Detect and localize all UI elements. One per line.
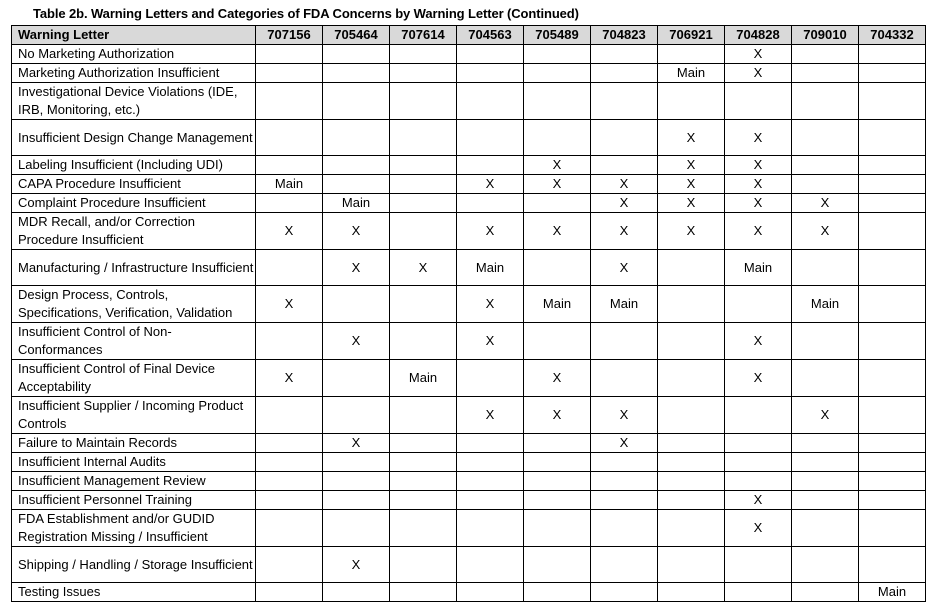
table-row [12,323,926,360]
cell-704563 [457,583,524,602]
cell-705489 [524,510,591,547]
cell-707614 [390,472,457,491]
cell-704823 [591,583,658,602]
column-header-706921: 706921 [658,26,725,45]
table-row [12,45,926,64]
row-category: Investigational Device Violations (IDE, IRB, Monitoring, etc.) [12,83,256,120]
cell-709010 [792,250,859,286]
warning-letter-table [11,25,926,602]
cell-705489 [524,583,591,602]
cell-705489 [524,250,591,286]
cell-705489 [524,547,591,583]
cell-705464 [323,175,390,194]
cell-704828 [725,286,792,323]
cell-707614: X [390,250,457,286]
cell-704823 [591,45,658,64]
row-category: Testing Issues [12,583,256,602]
cell-704828: X [725,360,792,397]
table-caption: Table 2b. Warning Letters and Categories of FDA Concerns by Warning Letter (Continued) [33,6,579,21]
cell-705464: X [323,547,390,583]
row-category: Complaint Procedure Insufficient [12,194,256,213]
cell-704563 [457,83,524,120]
cell-706921: X [658,120,725,156]
cell-704563 [457,45,524,64]
cell-704828: X [725,45,792,64]
cell-707156 [256,397,323,434]
cell-707156: X [256,213,323,250]
cell-707156 [256,583,323,602]
cell-704828 [725,397,792,434]
cell-704332 [859,360,926,397]
cell-705489 [524,472,591,491]
cell-705464 [323,156,390,175]
cell-707614 [390,120,457,156]
cell-706921 [658,250,725,286]
cell-705464: Main [323,194,390,213]
cell-706921 [658,491,725,510]
cell-707614 [390,397,457,434]
cell-704332 [859,250,926,286]
cell-704828: X [725,213,792,250]
cell-704828: X [725,491,792,510]
cell-704828 [725,83,792,120]
cell-706921 [658,323,725,360]
cell-704563 [457,194,524,213]
row-category: Insufficient Management Review [12,472,256,491]
cell-707614 [390,213,457,250]
cell-704823 [591,156,658,175]
cell-704828: X [725,64,792,83]
row-category: Insufficient Supplier / Incoming Product Controls [12,397,256,434]
cell-704332 [859,156,926,175]
cell-705464: X [323,213,390,250]
cell-705464 [323,120,390,156]
cell-706921 [658,472,725,491]
row-category: Design Process, Controls, Specifications, Verification, Validation [12,286,256,323]
cell-709010 [792,583,859,602]
table-row [12,250,926,286]
row-category: Insufficient Control of Non-Conformances [12,323,256,360]
cell-704823 [591,491,658,510]
row-category: Manufacturing / Infrastructure Insufficient [12,250,256,286]
column-header-709010: 709010 [792,26,859,45]
cell-705464 [323,397,390,434]
cell-705464 [323,472,390,491]
cell-704332 [859,434,926,453]
cell-709010 [792,510,859,547]
cell-704332 [859,510,926,547]
cell-706921: X [658,213,725,250]
cell-706921 [658,547,725,583]
cell-707156: Main [256,175,323,194]
row-category: Insufficient Design Change Management [12,120,256,156]
row-category: FDA Establishment and/or GUDID Registration Missing / Insufficient [12,510,256,547]
cell-705489: X [524,360,591,397]
cell-705464: X [323,434,390,453]
cell-704332 [859,323,926,360]
cell-704563 [457,434,524,453]
cell-704828: X [725,510,792,547]
table-row [12,472,926,491]
cell-705489 [524,45,591,64]
cell-705464 [323,491,390,510]
cell-707614 [390,453,457,472]
cell-704332 [859,120,926,156]
cell-709010 [792,175,859,194]
cell-709010 [792,45,859,64]
cell-704563 [457,156,524,175]
cell-706921 [658,286,725,323]
cell-705464: X [323,250,390,286]
cell-704823: Main [591,286,658,323]
cell-705489 [524,64,591,83]
cell-706921 [658,360,725,397]
cell-705489 [524,453,591,472]
table-row [12,83,926,120]
cell-704332 [859,83,926,120]
row-category: Shipping / Handling / Storage Insufficient [12,547,256,583]
cell-704823 [591,510,658,547]
cell-705464 [323,360,390,397]
cell-707614 [390,510,457,547]
cell-704828 [725,583,792,602]
row-category: MDR Recall, and/or Correction Procedure Insufficient [12,213,256,250]
cell-705464: X [323,323,390,360]
cell-707156: X [256,286,323,323]
cell-707614 [390,64,457,83]
column-header-705489: 705489 [524,26,591,45]
cell-707156 [256,194,323,213]
cell-709010: X [792,213,859,250]
cell-705464 [323,583,390,602]
cell-704563: Main [457,250,524,286]
cell-705489: X [524,175,591,194]
column-header-704563: 704563 [457,26,524,45]
cell-709010 [792,64,859,83]
cell-704332 [859,453,926,472]
cell-705464 [323,510,390,547]
cell-706921 [658,510,725,547]
cell-707156 [256,510,323,547]
cell-704563 [457,120,524,156]
cell-706921 [658,434,725,453]
cell-705464 [323,286,390,323]
cell-707614 [390,83,457,120]
cell-704563: X [457,213,524,250]
cell-706921: X [658,175,725,194]
cell-707614 [390,286,457,323]
cell-704332 [859,64,926,83]
cell-707614 [390,434,457,453]
cell-704828: X [725,120,792,156]
cell-705489 [524,491,591,510]
cell-705489 [524,323,591,360]
cell-709010 [792,83,859,120]
cell-704828: X [725,323,792,360]
cell-705489 [524,434,591,453]
cell-704563 [457,64,524,83]
cell-709010 [792,491,859,510]
cell-707156: X [256,360,323,397]
cell-705464 [323,45,390,64]
table-row [12,510,926,547]
cell-704823 [591,453,658,472]
table-body [12,45,926,602]
column-header-704828: 704828 [725,26,792,45]
column-header-705464: 705464 [323,26,390,45]
cell-704563 [457,547,524,583]
cell-707614 [390,323,457,360]
cell-707614 [390,491,457,510]
cell-704332 [859,491,926,510]
row-category: Insufficient Control of Final Device Acceptability [12,360,256,397]
cell-705489: X [524,213,591,250]
cell-704823: X [591,175,658,194]
table-row [12,213,926,250]
cell-707156 [256,434,323,453]
cell-707614 [390,175,457,194]
cell-704828 [725,434,792,453]
cell-704563: X [457,175,524,194]
table-row [12,453,926,472]
row-category: Insufficient Internal Audits [12,453,256,472]
cell-706921: X [658,156,725,175]
cell-706921 [658,83,725,120]
cell-704332: Main [859,583,926,602]
cell-704823: X [591,213,658,250]
table-row [12,491,926,510]
table-row [12,397,926,434]
cell-704823 [591,360,658,397]
cell-704828: X [725,175,792,194]
table-row [12,286,926,323]
cell-704823 [591,83,658,120]
cell-705489 [524,83,591,120]
table-row [12,194,926,213]
cell-707614: Main [390,360,457,397]
cell-707156 [256,250,323,286]
cell-707156 [256,156,323,175]
cell-706921 [658,453,725,472]
column-header-warning-letter: Warning Letter [12,26,256,45]
cell-709010 [792,453,859,472]
cell-704823 [591,472,658,491]
column-header-704823: 704823 [591,26,658,45]
cell-704563 [457,453,524,472]
row-category: CAPA Procedure Insufficient [12,175,256,194]
cell-704563 [457,360,524,397]
cell-707156 [256,491,323,510]
cell-704332 [859,472,926,491]
cell-707156 [256,472,323,491]
cell-704823: X [591,434,658,453]
cell-704332 [859,194,926,213]
cell-704828 [725,547,792,583]
cell-709010 [792,120,859,156]
cell-706921: X [658,194,725,213]
cell-709010 [792,472,859,491]
cell-704828: Main [725,250,792,286]
row-category: No Marketing Authorization [12,45,256,64]
cell-704563 [457,491,524,510]
cell-709010 [792,156,859,175]
table-row [12,360,926,397]
cell-707156 [256,323,323,360]
cell-705464 [323,83,390,120]
cell-704563: X [457,397,524,434]
cell-709010 [792,547,859,583]
cell-709010 [792,323,859,360]
cell-704332 [859,213,926,250]
cell-704563 [457,510,524,547]
cell-704332 [859,547,926,583]
column-header-707614: 707614 [390,26,457,45]
cell-707156 [256,45,323,64]
cell-709010: X [792,194,859,213]
cell-705489: X [524,397,591,434]
cell-707614 [390,45,457,64]
column-header-704332: 704332 [859,26,926,45]
cell-709010 [792,360,859,397]
cell-709010: Main [792,286,859,323]
cell-704332 [859,286,926,323]
cell-707614 [390,547,457,583]
cell-704823 [591,120,658,156]
cell-704828: X [725,194,792,213]
cell-709010: X [792,397,859,434]
cell-707614 [390,156,457,175]
cell-704823: X [591,194,658,213]
cell-704823: X [591,397,658,434]
table-row [12,175,926,194]
table-row [12,583,926,602]
cell-707614 [390,583,457,602]
cell-707614 [390,194,457,213]
cell-704563: X [457,323,524,360]
cell-704823: X [591,250,658,286]
cell-705464 [323,453,390,472]
table-header [12,26,926,45]
table-row [12,64,926,83]
cell-704828: X [725,156,792,175]
cell-705489 [524,120,591,156]
cell-704828 [725,472,792,491]
column-header-707156: 707156 [256,26,323,45]
table-row [12,156,926,175]
table-row [12,547,926,583]
cell-706921 [658,397,725,434]
cell-704563: X [457,286,524,323]
cell-704332 [859,175,926,194]
cell-704563 [457,472,524,491]
cell-705489 [524,194,591,213]
cell-707156 [256,120,323,156]
cell-704828 [725,453,792,472]
cell-706921: Main [658,64,725,83]
cell-704823 [591,323,658,360]
cell-706921 [658,45,725,64]
cell-704823 [591,64,658,83]
cell-705464 [323,64,390,83]
row-category: Labeling Insufficient (Including UDI) [12,156,256,175]
cell-705489: X [524,156,591,175]
table-row [12,120,926,156]
cell-704332 [859,397,926,434]
table-row [12,434,926,453]
row-category: Insufficient Personnel Training [12,491,256,510]
row-category: Marketing Authorization Insufficient [12,64,256,83]
cell-704332 [859,45,926,64]
cell-707156 [256,83,323,120]
cell-707156 [256,547,323,583]
cell-709010 [792,434,859,453]
cell-706921 [658,583,725,602]
cell-704823 [591,547,658,583]
cell-705489: Main [524,286,591,323]
cell-707156 [256,453,323,472]
cell-707156 [256,64,323,83]
row-category: Failure to Maintain Records [12,434,256,453]
